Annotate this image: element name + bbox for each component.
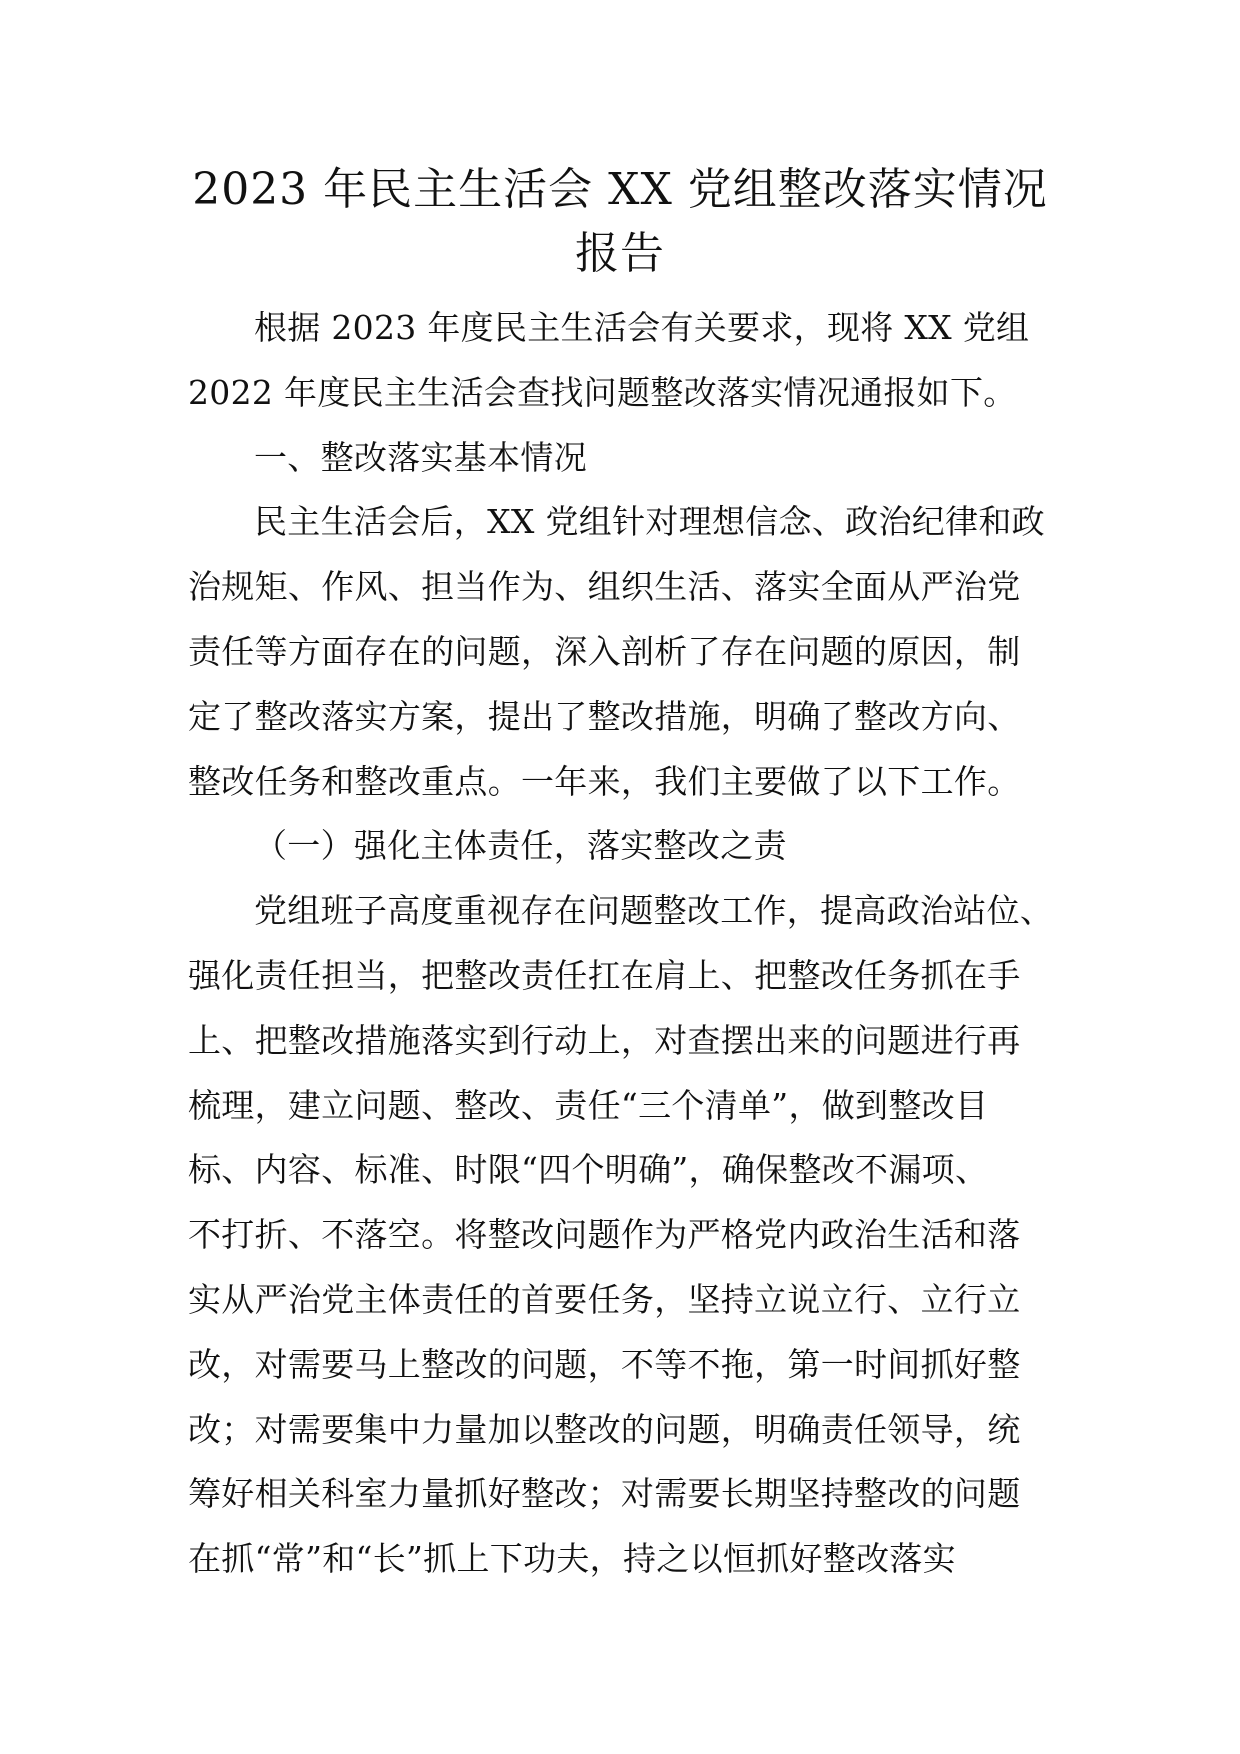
- overview-paragraph-line: 治规矩、作风、担当作为、组织生活、落实全面从严治党: [188, 567, 1021, 607]
- overview-paragraph-line: 定了整改落实方案，提出了整改措施，明确了整改方向、: [188, 696, 1021, 736]
- overview-paragraph-line: 民主生活会后，XX 党组针对理想信念、政治纪律和政: [254, 502, 1045, 542]
- intro-paragraph-line: 根据 2023 年度民主生活会有关要求，现将 XX 党组: [254, 308, 1030, 347]
- responsibility-paragraph-line: 筹好相关科室力量抓好整改；对需要长期坚持整改的问题: [188, 1474, 1021, 1514]
- responsibility-paragraph-line: 强化责任担当，把整改责任扛在肩上、把整改任务抓在手: [188, 955, 1021, 995]
- responsibility-paragraph-line: 改；对需要集中力量加以整改的问题，明确责任领导，统: [188, 1409, 1021, 1449]
- overview-paragraph-line: 整改任务和整改重点。一年来，我们主要做了以下工作。: [188, 761, 1021, 801]
- responsibility-paragraph-line: 不打折、不落空。将整改问题作为严格党内政治生活和落: [188, 1215, 1021, 1255]
- subsection-heading: （一）强化主体责任，落实整改之责: [254, 826, 787, 866]
- overview-paragraph-line: 责任等方面存在的问题，深入剖析了存在问题的原因，制: [188, 631, 1021, 671]
- section-heading: 一、整改落实基本情况: [254, 437, 587, 477]
- title-line-1: 2023 年民主生活会 XX 党组整改落实情况: [192, 164, 1048, 215]
- document-body: [188, 296, 1054, 1592]
- responsibility-paragraph-line: 上、把整改措施落实到行动上，对查摆出来的问题进行再: [188, 1020, 1021, 1060]
- responsibility-paragraph-line: 改，对需要马上整改的问题，不等不拖，第一时间抓好整: [188, 1344, 1021, 1384]
- title-line-2: 报告: [575, 228, 665, 279]
- responsibility-paragraph-line: 在抓“常”和“长”抓上下功夫，持之以恒抓好整改落实: [188, 1539, 956, 1579]
- responsibility-paragraph-line: 标、内容、标准、时限“四个明确”，确保整改不漏项、: [188, 1150, 989, 1190]
- responsibility-paragraph-line: 党组班子高度重视存在问题整改工作，提高政治站位、: [254, 891, 1054, 931]
- document-title: [150, 158, 1090, 286]
- responsibility-paragraph-line: 梳理，建立问题、整改、责任“三个清单”，做到整改目: [188, 1085, 989, 1125]
- intro-paragraph-line: 2022 年度民主生活会查找问题整改落实情况通报如下。: [188, 372, 1017, 412]
- responsibility-paragraph-line: 实从严治党主体责任的首要任务，坚持立说立行、立行立: [188, 1279, 1021, 1319]
